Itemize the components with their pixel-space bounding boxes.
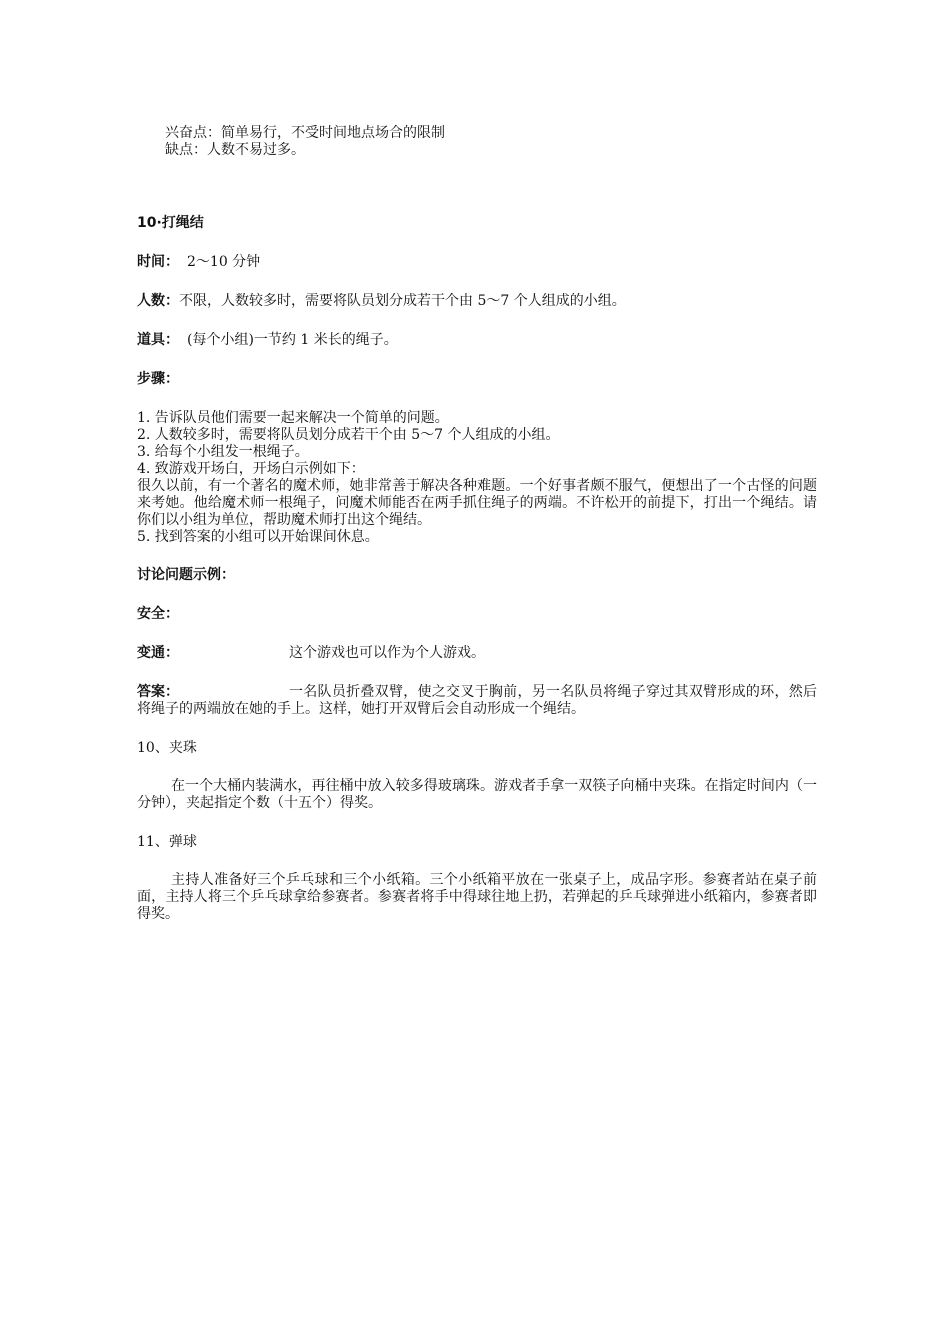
people-value: 不限，人数较多时，需要将队员划分成若干个由 5～7 个人组成的小组。 (179, 293, 626, 309)
props-value: (每个小组)一节约 1 米长的绳子。 (187, 332, 398, 348)
step-item: 3. 给每个小组发一根绳子。 (137, 444, 309, 460)
safety-label: 安全： (137, 606, 179, 622)
answer-label: 答案： (137, 684, 179, 700)
section-title: 10·打绳结 (137, 215, 204, 231)
step-item: 5. 找到答案的小组可以开始课间休息。 (137, 529, 379, 545)
discussion-label: 讨论问题示例： (137, 567, 235, 583)
intro-highlight: 兴奋点：简单易行，不受时间地点场合的限制 (165, 125, 445, 141)
steps-label: 步骤： (137, 371, 179, 387)
intro-drawback: 缺点：人数不易过多。 (165, 142, 305, 158)
people-row (137, 293, 626, 310)
props-label: 道具： (137, 332, 179, 348)
step-item: 2. 人数较多时，需要将队员划分成若干个由 5～7 个人组成的小组。 (137, 427, 560, 443)
props-row (137, 332, 398, 349)
game-title: 11、弹球 (137, 834, 197, 850)
game-body: 在一个大桶内装满水，再往桶中放入较多得玻璃珠。游戏者手拿一双筷子向桶中夹珠。在指定时间内（一分钟），夹起指定个数（十五个）得奖。 (137, 778, 817, 811)
time-label: 时间： (137, 254, 179, 270)
game-title: 10、夹珠 (137, 740, 197, 756)
variation-value: 这个游戏也可以作为个人游戏。 (289, 645, 485, 661)
step-item: 4. 致游戏开场白，开场白示例如下： (137, 461, 365, 477)
step-story: 很久以前，有一个著名的魔术师，她非常善于解决各种难题。一个好事者颇不服气，便想出了一个古怪的问题来考她。他给魔术师一根绳子，问魔术师能否在两手抓住绳子的两端。不许松开的前提下，打出一个绳结。请你们以小组为单位，帮助魔术师打出这个绳结。 (137, 478, 817, 528)
people-label: 人数： (137, 293, 179, 309)
game-body: 主持人准备好三个乒乓球和三个小纸箱。三个小纸箱平放在一张桌子上，成品字形。参赛者站在桌子前面，主持人将三个乒乓球拿给参赛者。参赛者将手中得球往地上扔，若弹起的乒乓球弹进小纸箱内，参赛者即得奖。 (137, 872, 817, 922)
step-item: 1. 告诉队员他们需要一起来解决一个简单的问题。 (137, 410, 449, 426)
time-row (137, 254, 260, 271)
answer-value: 一名队员折叠双臂，使之交叉于胸前，另一名队员将绳子穿过其双臂形成的环，然后将绳子的两端放在她的手上。这样，她打开双臂后会自动形成一个绳结。 (137, 684, 817, 717)
variation-label: 变通： (137, 645, 179, 661)
time-value: 2～10 分钟 (187, 254, 261, 270)
